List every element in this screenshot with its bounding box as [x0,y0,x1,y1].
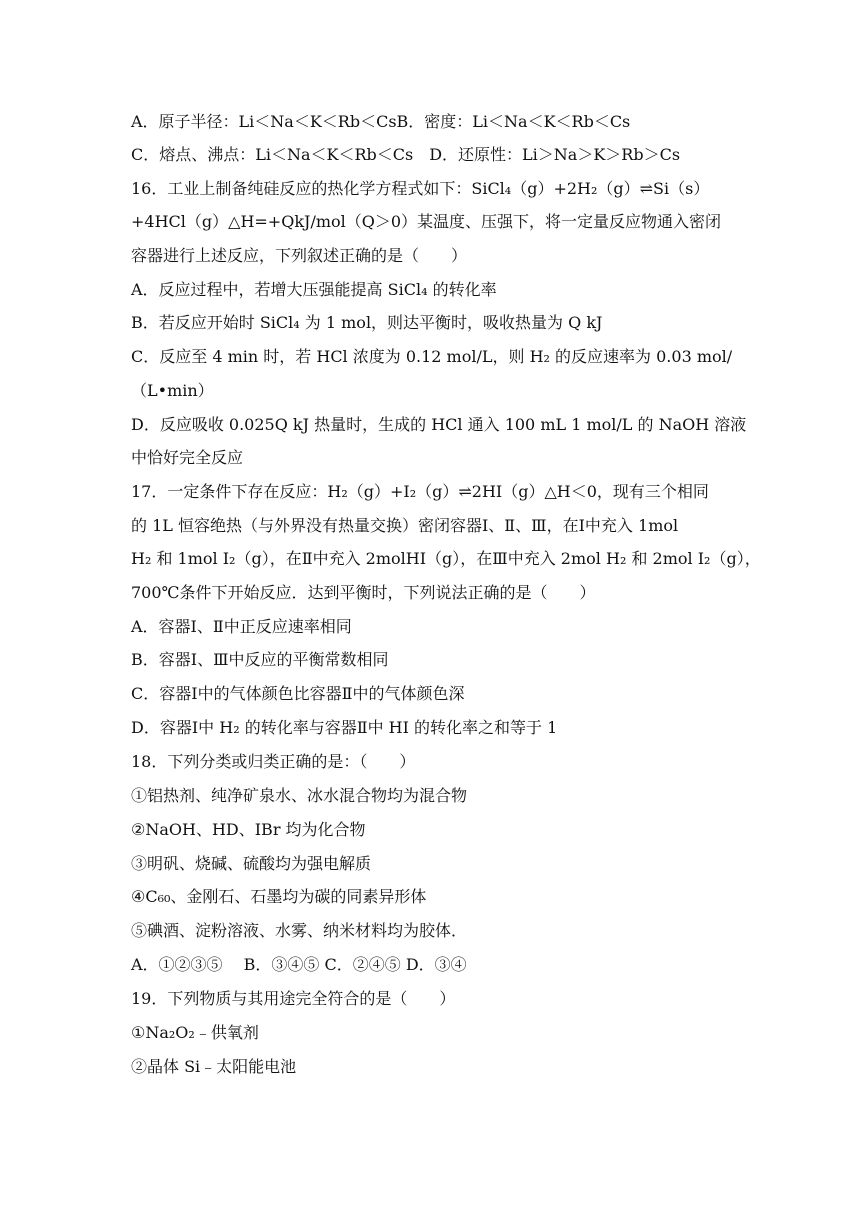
question-19-stem: 19．下列物质与其用途完全符合的是（ ） [131,989,456,1008]
question-18-stem: 18．下列分类或归类正确的是：（ ） [131,752,416,771]
option-line: A．原子半径：Li＜Na＜K＜Rb＜CsB．密度：Li＜Na＜K＜Rb＜Cs [131,112,631,131]
option-line: A．反应过程中，若增大压强能提高 SiCl₄ 的转化率 [131,280,497,299]
list-item: ②NaOH、HD、IBr 均为化合物 [131,820,366,839]
question-16-stem: 16．工业上制备纯硅反应的热化学方程式如下：SiCl₄（g）+2H₂（g）⇌Si（s） [131,179,710,198]
option-line: A．容器Ⅰ、Ⅱ中正反应速率相同 [131,617,352,636]
option-line: D．容器Ⅰ中 H₂ 的转化率与容器Ⅱ中 HI 的转化率之和等于 1 [131,718,558,737]
option-line: C．熔点、沸点：Li＜Na＜K＜Rb＜Cs D．还原性：Li＞Na＞K＞Rb＞Cs [131,145,681,164]
option-line: A．①②③⑤ B．③④⑤ C．②④⑤ D．③④ [131,955,467,974]
question-17-stem: H₂ 和 1mol I₂（g），在Ⅱ中充入 2molHI（g），在Ⅲ中充入 2mol H₂ 和 2mol I₂（g）， [131,549,761,568]
question-17-stem: 的 1L 恒容绝热（与外界没有热量交换）密闭容器Ⅰ、Ⅱ、Ⅲ，在Ⅰ中充入 1mol [131,516,679,535]
question-17-stem: 700℃条件下开始反应．达到平衡时，下列说法正确的是（ ） [131,583,596,602]
option-line: B．若反应开始时 SiCl₄ 为 1 mol，则达平衡时，吸收热量为 Q kJ [131,313,603,332]
question-17-stem: 17．一定条件下存在反应：H₂（g）+I₂（g）⇌2HI（g）△H＜0，现有三个相同 [131,482,709,501]
list-item: ①铝热剂、纯净矿泉水、冰水混合物均为混合物 [131,786,468,805]
list-item: ③明矾、烧碱、硫酸均为强电解质 [131,854,372,873]
option-line: C．容器Ⅰ中的气体颜色比容器Ⅱ中的气体颜色深 [131,684,465,703]
list-item: ④C₆₀、金刚石、石墨均为碳的同素异形体 [131,887,427,906]
question-16-stem: +4HCl（g）△H=+QkJ/mol（Q＞0）某温度、压强下，将一定量反应物通入密闭 [131,212,722,231]
option-line: D．反应吸收 0.025Q kJ 热量时，生成的 HCl 通入 100 mL 1 mol/L 的 NaOH 溶液 [131,415,747,434]
option-line: C．反应至 4 min 时，若 HCl 浓度为 0.12 mol/L，则 H₂ 的反应速率为 0.03 mol/ [131,347,733,366]
question-16-stem: 容器进行上述反应，下列叙述正确的是（ ） [131,246,468,265]
option-line: 中恰好完全反应 [131,448,244,467]
option-line: B．容器Ⅰ、Ⅲ中反应的平衡常数相同 [131,650,389,669]
list-item: ①Na₂O₂﹣供氧剂 [131,1023,259,1042]
option-line: （L•min） [131,381,214,400]
list-item: ⑤碘酒、淀粉溶液、水雾、纳米材料均为胶体． [131,921,468,940]
list-item: ②晶体 Si﹣太阳能电池 [131,1057,297,1076]
